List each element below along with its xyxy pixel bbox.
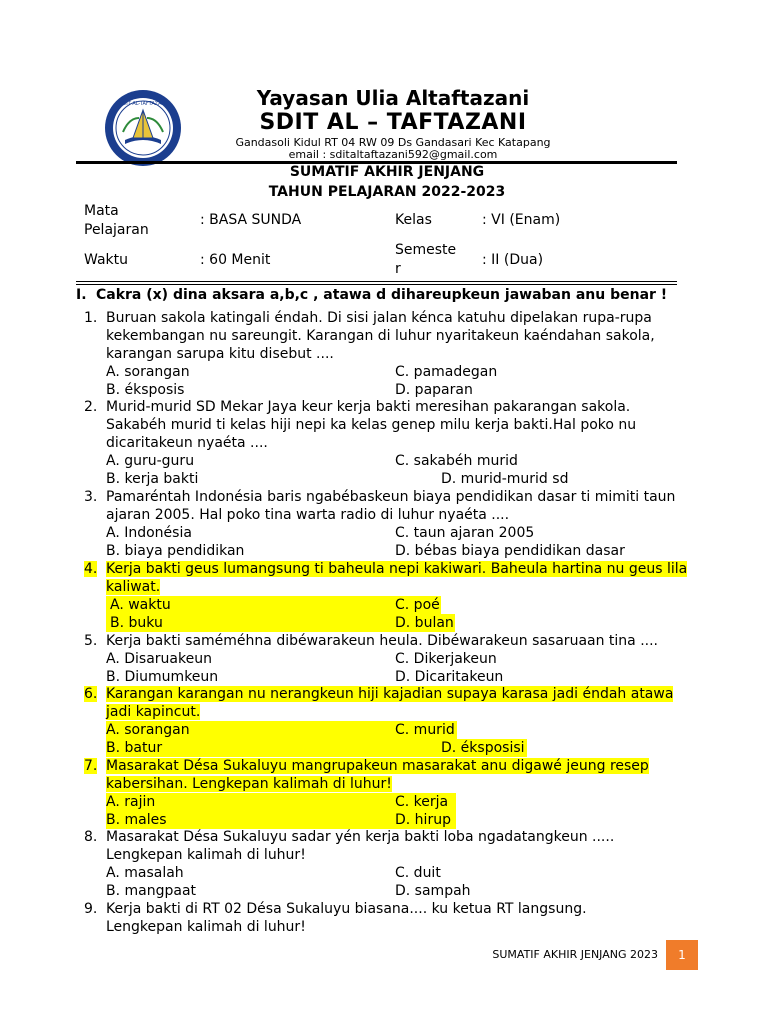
question-text: Sakabéh murid ti kelas hiji nepi ka kelas genep milu kerja bakti.Hal poko nu bbox=[106, 417, 637, 433]
option-a: A. masalah bbox=[106, 865, 184, 881]
option-c: C. murid bbox=[395, 721, 457, 739]
question-text: Lengkepan kalimah di luhur! bbox=[106, 847, 306, 863]
option-b: B. éksposis bbox=[106, 382, 185, 398]
school-address: Gandasoli Kidul RT 04 RW 09 Ds Gandasari Kec Katapang bbox=[235, 136, 551, 149]
option-b: B. Diumumkeun bbox=[106, 669, 219, 685]
option-c: C. taun ajaran 2005 bbox=[395, 525, 535, 541]
question-number: 8. bbox=[84, 829, 98, 845]
page-number-badge: 1 bbox=[666, 940, 698, 970]
question-number: 3. bbox=[84, 489, 98, 505]
option-d: D. éksposisi bbox=[441, 739, 527, 757]
question-number: 5. bbox=[84, 633, 98, 649]
option-d: D. sampah bbox=[395, 883, 471, 899]
question-text: Kerja bakti di RT 02 Désa Sukaluyu biasana.... ku ketua RT langsung. bbox=[106, 901, 587, 917]
question-text: Kerja bakti geus lumangsung ti baheula nepi kakiwari. Baheula hartina nu geus lila bbox=[106, 561, 688, 577]
question-text: Karangan karangan nu nerangkeun hiji kajadian supaya karasa jadi éndah atawa bbox=[106, 686, 674, 702]
option-b: B. kerja bakti bbox=[106, 471, 199, 487]
option-c: C. Dikerjakeun bbox=[395, 651, 497, 667]
subject-label-2: Pelajaran bbox=[84, 222, 149, 238]
option-d: D. bébas biaya pendidikan dasar bbox=[395, 543, 625, 559]
question-text: Buruan sakola katingali éndah. Di sisi jalan kénca katuhu dipelakan rupa-rupa bbox=[106, 310, 652, 326]
option-d: D. Dicaritakeun bbox=[395, 669, 504, 685]
footer-text: SUMATIF AKHIR JENJANG 2023 bbox=[492, 948, 658, 961]
section-instruction: Cakra (x) dina aksara a,b,c , atawa d dihareupkeun jawaban anu benar ! bbox=[96, 287, 668, 303]
option-a: A. rajin bbox=[106, 793, 456, 811]
option-c: C. duit bbox=[395, 865, 441, 881]
option-a: A. waktu bbox=[106, 596, 436, 614]
school-name: SDIT AL – TAFTAZANI bbox=[259, 110, 527, 135]
question-number: 7. bbox=[84, 758, 98, 774]
option-a: A. Indonésia bbox=[106, 525, 192, 541]
option-a: A. sorangan bbox=[106, 364, 190, 380]
option-a: A. Disaruakeun bbox=[106, 651, 212, 667]
question-text: karangan sarupa kitu disebut .... bbox=[106, 346, 334, 362]
section-number: I. bbox=[76, 287, 87, 303]
question-text: Pamaréntah Indonésia baris ngabébaskeun biaya pendidikan dasar ti mimiti taun bbox=[106, 489, 676, 505]
school-email: email : sditaltaftazani592@gmail.com bbox=[288, 148, 498, 161]
foundation-name: Yayasan Ulia Altaftazani bbox=[256, 86, 530, 110]
option-d: D. paparan bbox=[395, 382, 473, 398]
option-b: B. mangpaat bbox=[106, 883, 197, 899]
question-text: Kerja bakti saméméhna dibéwarakeun heula. Dibéwarakeun sasaruaan tina .... bbox=[106, 633, 659, 649]
option-b: B. biaya pendidikan bbox=[106, 543, 245, 559]
option-b: B. buku bbox=[106, 614, 436, 632]
question-text: kabersihan. Lengkepan kalimah di luhur! bbox=[106, 776, 392, 792]
time-label: Waktu bbox=[84, 252, 128, 268]
question-text: Masarakat Désa Sukaluyu sadar yén kerja bakti loba ngadatangkeun ..... bbox=[106, 829, 615, 845]
option-d: D. hirup bbox=[395, 811, 453, 829]
question-number: 6. bbox=[84, 686, 98, 702]
semester-value: : II (Dua) bbox=[482, 252, 544, 268]
option-c: C. pamadegan bbox=[395, 364, 498, 380]
question-text: Masarakat Désa Sukaluyu mangrupakeun masarakat anu digawé jeung resep bbox=[106, 758, 649, 774]
option-d: D. murid-murid sd bbox=[441, 471, 569, 487]
question-text: Murid-murid SD Mekar Jaya keur kerja bakti meresihan pakarangan sakola. bbox=[106, 399, 631, 415]
info-divider-top bbox=[76, 281, 677, 282]
info-divider-bottom bbox=[76, 284, 677, 285]
option-c: C. kerja bbox=[395, 794, 449, 810]
semester-label-2: r bbox=[395, 261, 401, 277]
option-d: D. bulan bbox=[395, 615, 454, 631]
class-label: Kelas bbox=[395, 212, 432, 228]
subject-label: Mata bbox=[84, 203, 119, 219]
semester-label: Semeste bbox=[395, 242, 457, 258]
exam-title: SUMATIF AKHIR JENJANG bbox=[289, 164, 485, 180]
question-text: ajaran 2005. Hal poko tina warta radio di luhur nyaéta .... bbox=[106, 507, 510, 523]
option-b: B. males bbox=[106, 811, 456, 829]
option-b: B. batur bbox=[106, 739, 526, 757]
question-text: dicaritakeun nyaéta .... bbox=[106, 435, 268, 451]
question-text: kekembangan nu sareungit. Karangan di luhur nyaritakeun kaéndahan sakola, bbox=[106, 328, 655, 344]
exam-year: TAHUN PELAJARAN 2022-2023 bbox=[268, 184, 506, 200]
svg-text:SDIT AL-TAFTAZANI: SDIT AL-TAFTAZANI bbox=[119, 101, 167, 107]
question-text: kaliwat. bbox=[106, 579, 161, 595]
option-a: A. guru-guru bbox=[106, 453, 195, 469]
question-text: jadi kapincut. bbox=[106, 704, 201, 720]
question-number: 9. bbox=[84, 901, 98, 917]
question-number: 2. bbox=[84, 399, 98, 415]
question-number: 1. bbox=[84, 310, 98, 326]
option-a: A. sorangan bbox=[106, 721, 456, 739]
question-text: Lengkepan kalimah di luhur! bbox=[106, 919, 306, 935]
question-number: 4. bbox=[84, 561, 98, 577]
subject-value: : BASA SUNDA bbox=[200, 212, 302, 228]
option-c: C. poé bbox=[395, 597, 440, 613]
class-value: : VI (Enam) bbox=[482, 212, 561, 228]
time-value: : 60 Menit bbox=[200, 252, 271, 268]
option-c: C. sakabéh murid bbox=[395, 453, 518, 469]
